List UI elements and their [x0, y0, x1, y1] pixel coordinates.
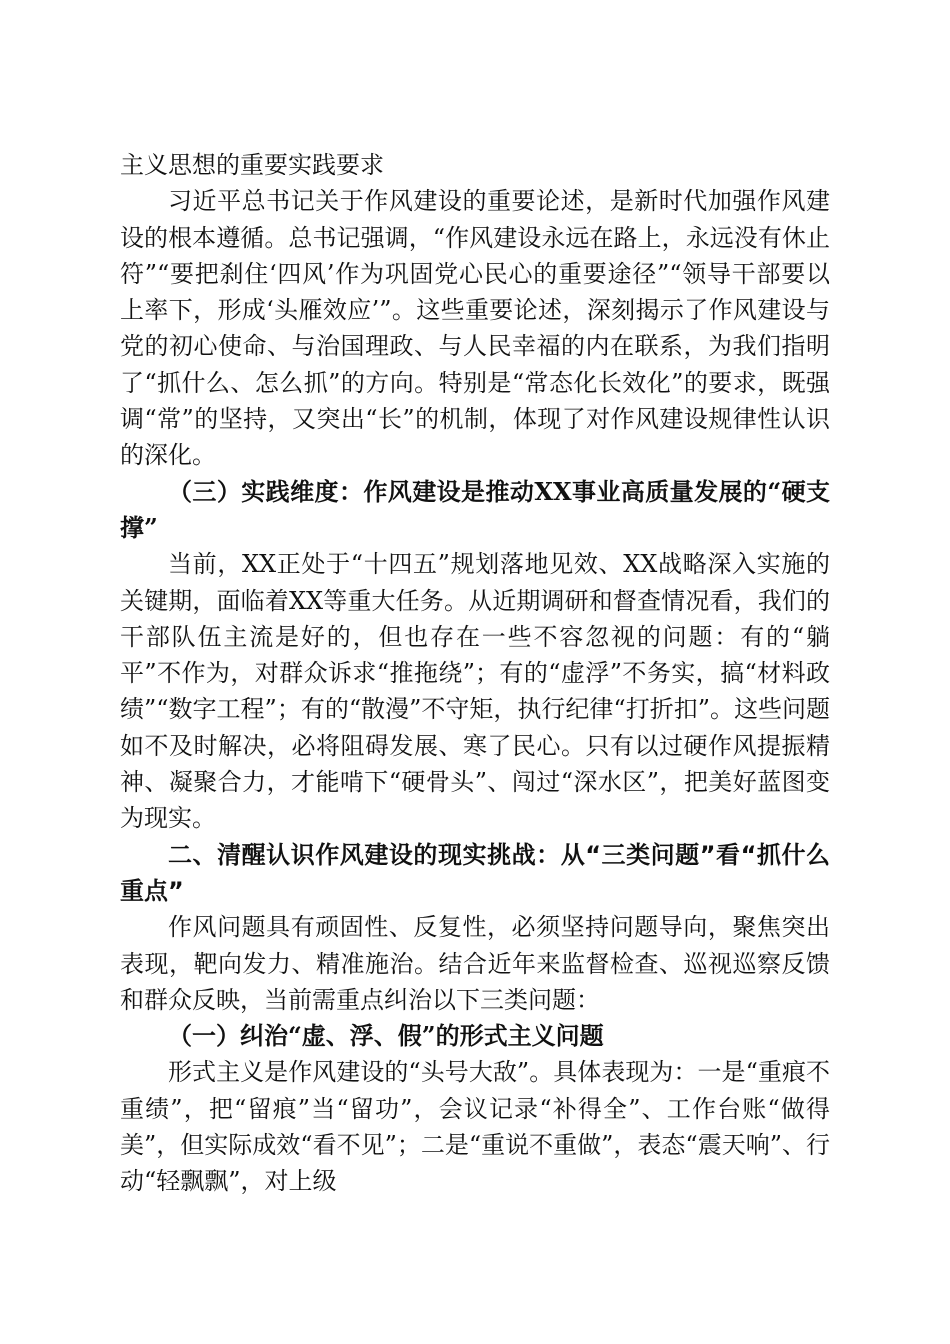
section-heading-two: 二、清醒认识作风建设的现实挑战：从“三类问题”看“抓什么重点”: [120, 840, 830, 905]
paragraph-formalism-details: 形式主义是作风建设的“头号大敌”。具体表现为：一是“重痕不重绩”，把“留痕”当“留功”，会议记录“补得全”、工作台账“做得美”，但实际成效“看不见”；二是“重说不重做”，表态“震天响”、行动“轻飘飘”，对上级: [120, 1058, 830, 1196]
paragraph-current-situation: 当前，XX正处于“十四五”规划落地见效、XX战略深入实施的关键期，面临着XX等重大任务。从近期调研和督查情况看，我们的干部队伍主流是好的，但也存在一些不容忽视的问题：有的“躺平”不作为，对群众诉求“推拖绕”；有的“虚浮”不务实，搞“材料政绩”“数字工程”；有的“散漫”不守矩，执行纪律“打折扣”。这些问题如不及时解决，必将阻碍发展、寒了民心。只有以过硬作风提振精神、凝聚合力，才能啃下“硬骨头”、闯过“深水区”，把美好蓝图变为现实。: [120, 550, 830, 833]
paragraph-problem-orientation: 作风问题具有顽固性、反复性，必须坚持问题导向，聚焦突出表现，靶向发力、精准施治。结合近年来监督检查、巡视巡察反馈和群众反映，当前需重点纠治以下三类问题：: [120, 913, 830, 1014]
paragraph-continuation: 主义思想的重要实践要求: [120, 151, 384, 179]
paragraph-theory-basis: 习近平总书记关于作风建设的重要论述，是新时代加强作风建设的根本遵循。总书记强调，“作风建设永远在路上，永远没有休止符”“要把刹住‘四风’作为巩固党心民心的重要途径”“领导干部要以上率下，形成‘头雁效应’”。这些重要论述，深刻揭示了作风建设与党的初心使命、与治国理政、与人民幸福的内在联系，为我们指明了“抓什么、怎么抓”的方向。特别是“常态化长效化”的要求，既强调“常”的坚持，又突出“长”的机制，体现了对作风建设规律性认识的深化。: [120, 187, 830, 470]
subheading-formalism: （一）纠治“虚、浮、假”的形式主义问题: [168, 1021, 604, 1051]
document-page: [120, 147, 830, 1200]
subheading-practice-dimension: （三）实践维度：作风建设是推动XX事业高质量发展的“硬支撑”: [120, 476, 830, 542]
